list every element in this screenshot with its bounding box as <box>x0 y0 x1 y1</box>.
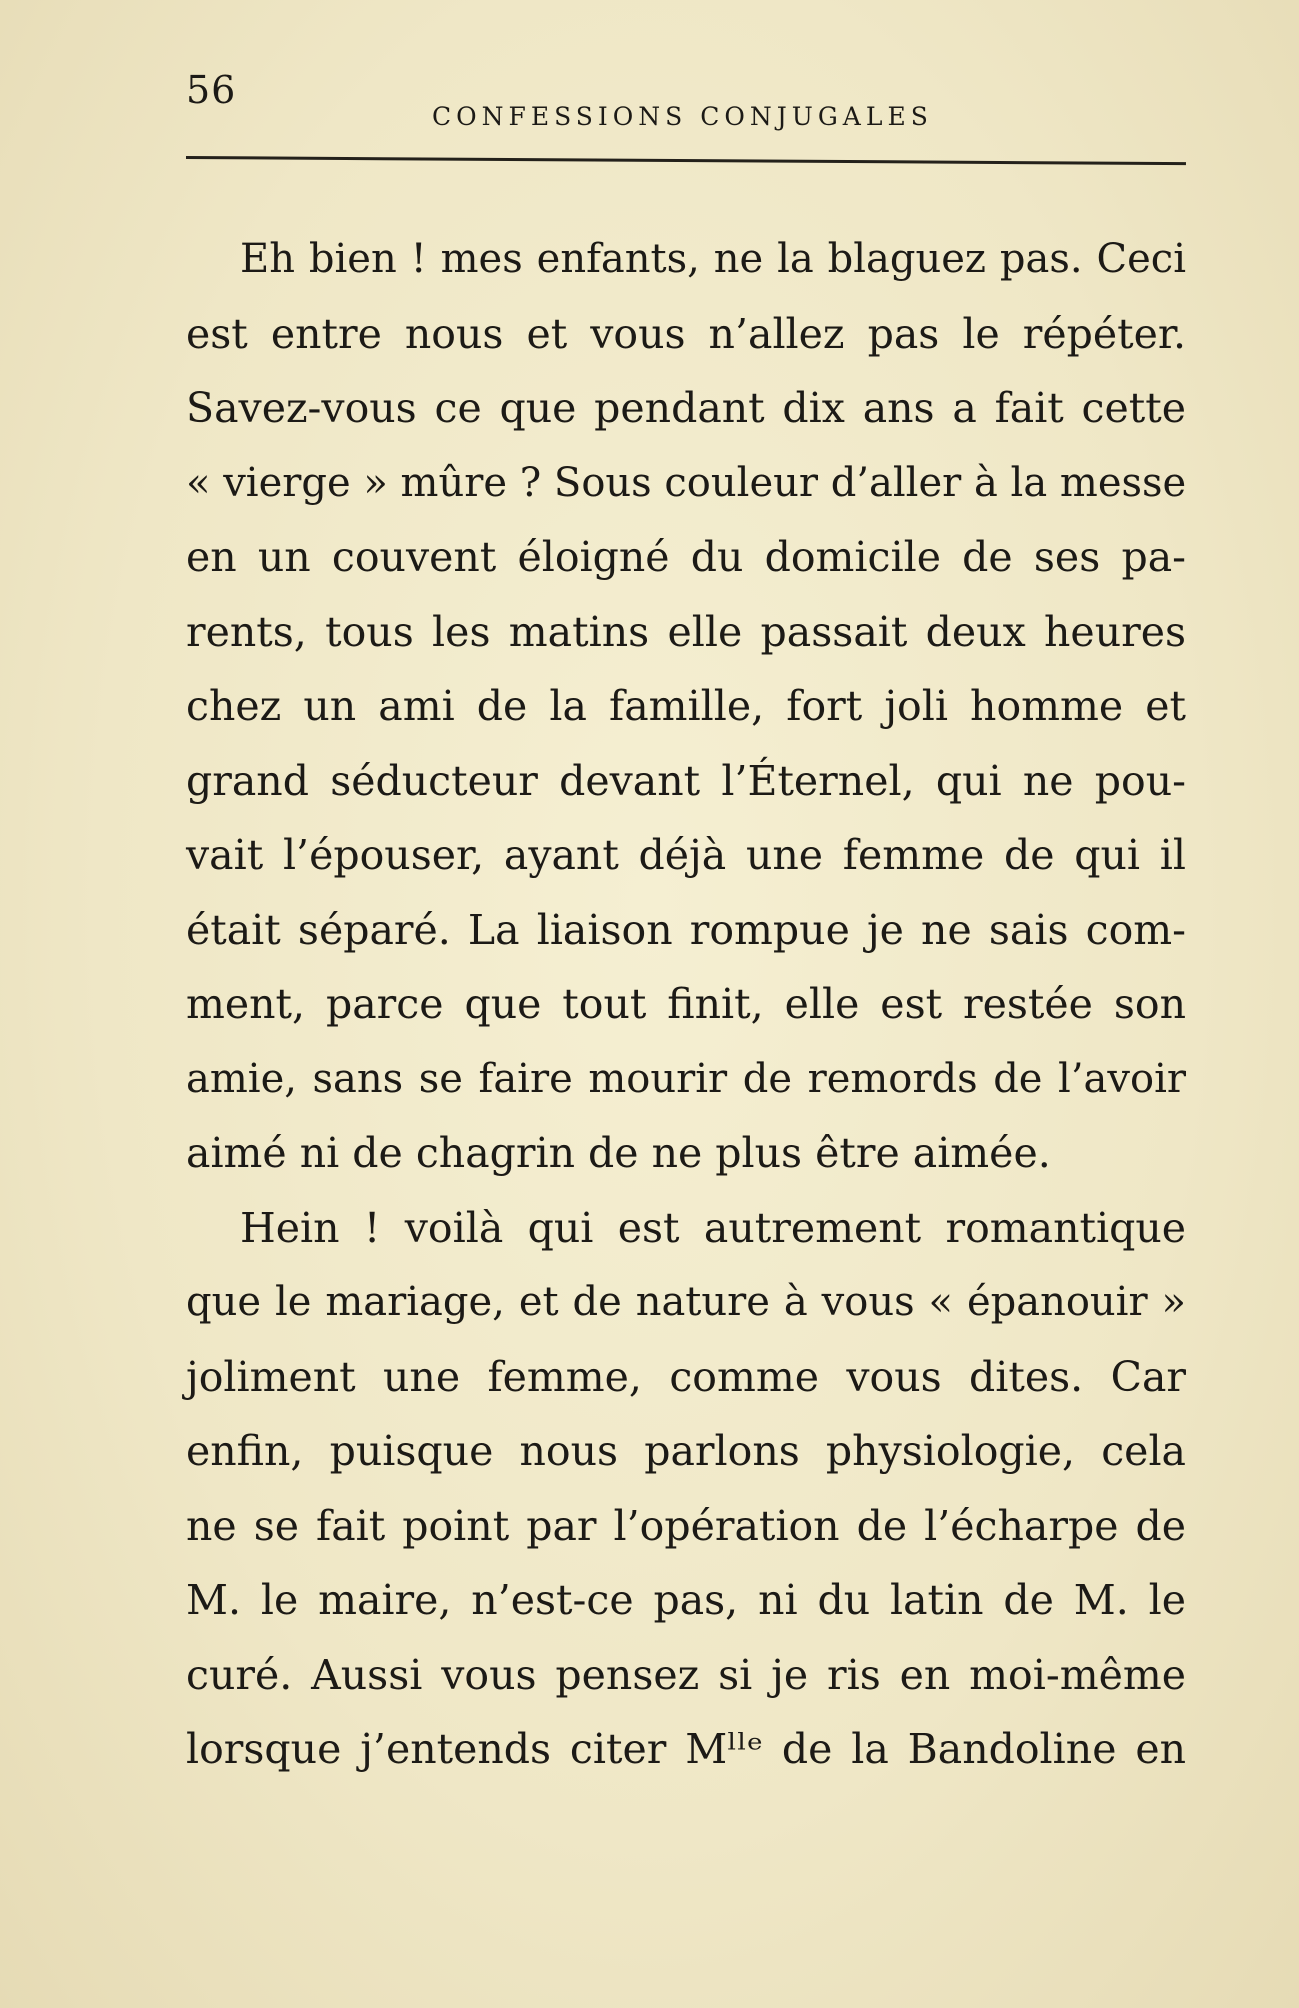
text-line: amie, sans se faire mourir de remords de l’avoir <box>186 1055 1186 1102</box>
page-number: 56 <box>186 68 237 112</box>
text-line: grand séducteur devant l’Éternel, qui ne pou- <box>186 756 1186 805</box>
text-line: était séparé. La liaison rompue je ne sais com- <box>186 905 1186 954</box>
paragraph-2 <box>186 1191 1186 1787</box>
text-line: curé. Aussi vous pensez si je ris en moi-même <box>186 1650 1186 1699</box>
text-line: en un couvent éloigné du domicile de ses pa- <box>186 533 1186 581</box>
text-line: « vierge » mûre ? Sous couleur d’aller à la messe <box>186 459 1187 506</box>
text-line: lorsque j’entends citer Mˡˡᵉ de la Bandoline en <box>186 1725 1186 1773</box>
text-line: aimé ni de chagrin de ne plus être aimée. <box>186 1129 1051 1177</box>
text-line: joliment une femme, comme vous dites. Car <box>186 1352 1186 1401</box>
header-rule <box>186 156 1186 165</box>
text-line: ne se fait point par l’opération de l’écharpe de <box>186 1501 1186 1550</box>
text-line: vait l’épouser, ayant déjà une femme de qui il <box>186 831 1186 879</box>
text-line: ment, parce que tout finit, elle est restée son <box>186 980 1186 1028</box>
running-head <box>186 62 1186 131</box>
text-line: que le mariage, et de nature à vous « épanouir » <box>186 1279 1186 1325</box>
text-line: Savez-vous ce que pendant dix ans a fait cette <box>186 384 1186 432</box>
body-text <box>186 222 1186 1787</box>
text-line: est entre nous et vous n’allez pas le répéter. <box>186 309 1186 358</box>
text-line: Hein ! voilà qui est autrement romantique <box>240 1203 1186 1252</box>
text-line: enfin, puisque nous parlons physiologie, cela <box>186 1427 1186 1475</box>
text-line: rents, tous les matins elle passait deux heures <box>186 607 1186 656</box>
text-line: Eh bien ! mes enfants, ne la blaguez pas. Ceci <box>240 236 1186 282</box>
paragraph-1 <box>186 222 1186 1191</box>
running-title: CONFESSIONS CONJUGALES <box>432 102 933 131</box>
text-line: chez un ami de la famille, fort joli homme et <box>186 682 1186 730</box>
text-line: M. le maire, n’est-ce pas, ni du latin de M. le <box>186 1576 1186 1624</box>
